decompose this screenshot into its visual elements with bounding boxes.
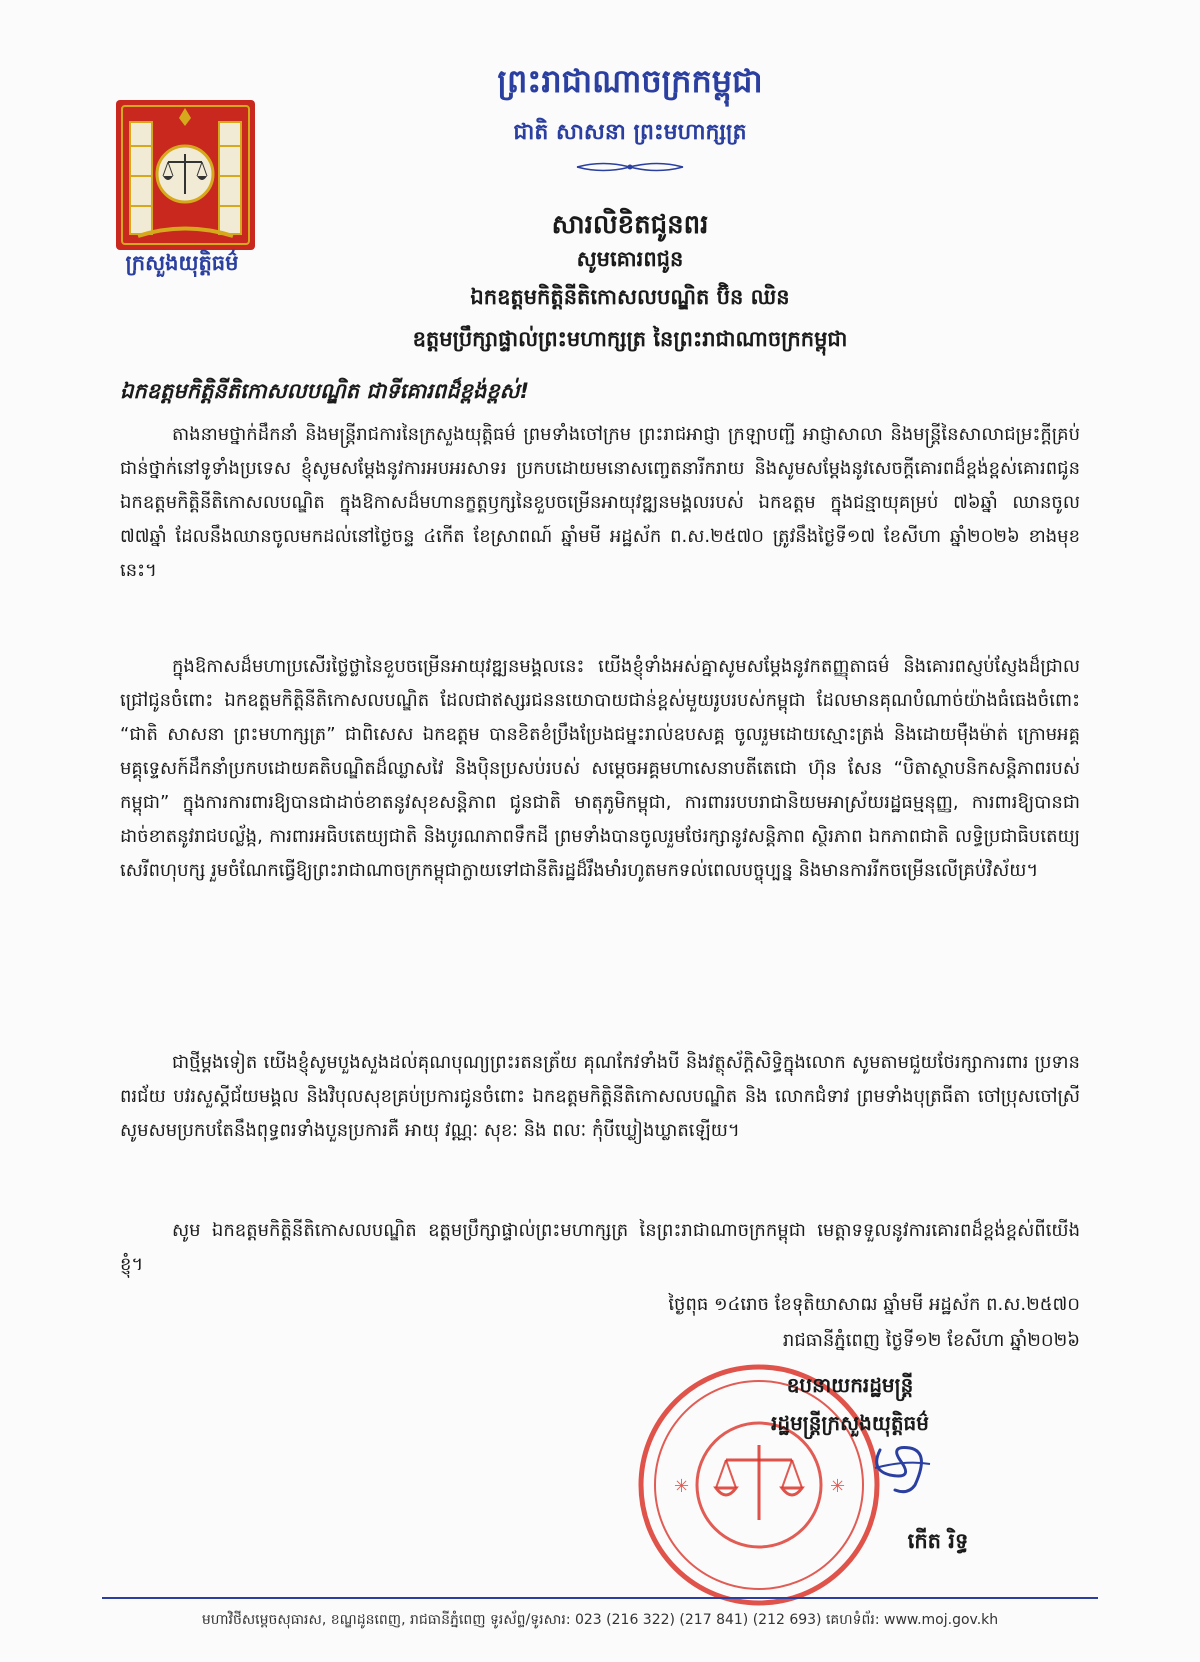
svg-text:✳: ✳ [674,1476,690,1497]
recipient-name: ឯកឧត្តមកិត្តិនីតិកោសលបណ្ឌិត ប៊ិន ឈិន [470,285,790,309]
footer-divider [102,1597,1098,1599]
solar-date: រាជធានីភ្នំពេញ ថ្ងៃទី១២ ខែសីហា ឆ្នាំ២០២៦ [782,1330,1080,1351]
letter-title: សារលិខិតជូនពរ [551,210,709,240]
ornament-divider-icon [575,160,685,174]
lunar-date: ថ្ងៃពុធ ១៤រោច ខែទុតិយាសាឍ ឆ្នាំមមី អដ្ឋស័ក ព.ស.២៥៧០ [668,1294,1080,1315]
footer-contact: មហាវិថីសម្តេចសុធារស, ខណ្ឌដូនពេញ, រាជធានីភ្នំពេញ ទូរស័ព្ទ/ទូរសារ: 023 (216 322) (217 841) (212 693) គេហទំព័រ: www.moj.gov.kh [201,1612,999,1628]
signer-name: កើត រិទ្ធ [907,1529,969,1553]
salutation: ឯកឧត្តមកិត្តិនីតិកោសលបណ្ឌិត ជាទីគោរពដ៏ខ្ពង់ខ្ពស់! [120,379,530,403]
recipient-position: ឧត្តមប្រឹក្សាផ្ទាល់ព្រះមហាក្សត្រ នៃព្រះរាជាណាចក្រកម្ពុជា [412,327,848,351]
paragraph-2: ក្នុងឱកាសដ៏មហាប្រសើរថ្លៃថ្លានៃខួបចម្រើនអាយុវឌ្ឍនមង្គលនេះ យើងខ្ញុំទាំងអស់គ្នាសូមសម្តែងនូវកតញ្ញុតាធម៌ និងគោរពស្ញប់ស្ញែងដ៏ជ្រាលជ្រៅជូនចំពោះ ឯកឧត្តមកិត្តិនីតិកោសលបណ្ឌិត ដែលជាឥស្សរជននយោបាយជាន់ខ្ពស់មួយរូបរបស់កម្ពុជា ដែលមានគុណបំណាច់យ៉ាងធំធេងចំពោះ “ជាតិ សាសនា ព្រះមហាក្សត្រ” ជាពិសេស ឯកឧត្តម បានខិតខំប្រឹងប្រែងជម្នះរាល់ឧបសគ្គ ចូលរួមដោយស្មោះត្រង់ និងដោយម៉ឺងម៉ាត់ ក្រោមអគ្គមគ្គុទ្ទេសក៍ដឹកនាំប្រកបដោយគតិបណ្ឌិតដ៏ឈ្លាសវៃ និងប៉ិនប្រសប់របស់ សម្តេចអគ្គមហាសេនាបតីតេជោ ហ៊ុន សែន “បិតាស្ថាបនិកសន្តិភាពរបស់កម្ពុជា” ក្នុងការការពារឱ្យបានជាដាច់ខាតនូវសុខសន្តិភាព ជូនជាតិ មាតុភូមិកម្ពុជា, ការពាររបបរាជានិយមអាស្រ័យរដ្ឋធម្មនុញ្ញ, ការពារឱ្យបានជាដាច់ខាតនូវរាជបល្ល័ង្ក, ការពារអធិបតេយ្យជាតិ និងបូរណភាពទឹកដី ព្រមទាំងបានចូលរួមថែរក្សានូវសន្តិភាព ស្ថិរភាព ឯកភាពជាតិ លទ្ធិប្រជាធិបតេយ្យសេរីពហុបក្ស រួមចំណែកធ្វើឱ្យព្រះរាជាណាចក្រកម្ពុជាក្លាយទៅជានីតិរដ្ឋដ៏រឹងមាំរហូតមកទល់ពេលបច្ចុប្បន្ន និងមានការរីកចម្រើនលើគ្រប់វិស័យ។ [120,656,1080,881]
signer-title-2: រដ្ឋមន្ត្រីក្រសួងយុត្តិធម៌ [771,1411,929,1435]
signer-title-1: ឧបនាយករដ្ឋមន្ត្រី [786,1373,914,1397]
respectfully-line: សូមគោរពជូន [576,247,684,271]
svg-text:✳: ✳ [830,1476,846,1497]
national-motto: ជាតិ សាសនា ព្រះមហាក្សត្រ [513,120,747,145]
paragraph-3: ជាថ្មីម្តងទៀត យើងខ្ញុំសូមបួងសួងដល់គុណបុណ្យព្រះរតនត្រ័យ គុណកែវទាំងបី និងវត្ថុស័ក្តិសិទ្ធិក្នុងលោក សូមតាមជួយថែរក្សាការពារ ប្រទានពរជ័យ បវរសួស្តីជ័យមង្គល និងវិបុលសុខគ្រប់ប្រការជូនចំពោះ ឯកឧត្តមកិត្តិនីតិកោសលបណ្ឌិត និង លោកជំទាវ ព្រមទាំងបុត្រធីតា ចៅប្រុសចៅស្រី សូមសមប្រកបតែនឹងពុទ្ធពរទាំងបួនប្រការគឺ អាយុ វណ្ណៈ សុខៈ និង ពលៈ កុំបីឃ្លៀងឃ្លាតឡើយ។ [120,1052,1080,1141]
handwritten-signature-icon [860,1430,950,1500]
kingdom-title: ព្រះរាជាណាចក្រកម្ពុជា [497,62,763,100]
paragraph-4: សូម ឯកឧត្តមកិត្តិនីតិកោសលបណ្ឌិត ឧត្តមប្រឹក្សាផ្ទាល់ព្រះមហាក្សត្រ នៃព្រះរាជាណាចក្រកម្ពុជា មេត្តាទទួលនូវការគោរពដ៏ខ្ពង់ខ្ពស់ពីយើងខ្ញុំ។ [120,1220,1080,1275]
ministry-name: ក្រសួងយុត្តិធម៌ [125,251,239,275]
paragraph-1: តាងនាមថ្នាក់ដឹកនាំ និងមន្ត្រីរាជការនៃក្រសួងយុត្តិធម៌ ព្រមទាំងចៅក្រម ព្រះរាជអាជ្ញា ក្រឡាបញ្ជី អាជ្ញាសាលា និងមន្ត្រីនៃសាលាជម្រះក្តីគ្រប់ជាន់ថ្នាក់នៅទូទាំងប្រទេស ខ្ញុំសូមសម្តែងនូវការអបអរសាទរ ប្រកបដោយមនោសញ្ចេតនារីករាយ និងសូមសម្តែងនូវសេចក្តីគោរពដ៏ខ្ពង់ខ្ពស់គោរពជូន ឯកឧត្តមកិត្តិនីតិកោសលបណ្ឌិត ក្នុងឱកាសដ៏មហានក្ខត្តឫក្សនៃខួបចម្រើនអាយុវឌ្ឍនមង្គលរបស់ ឯកឧត្តម ក្នុងជន្មាយុគម្រប់ ៧៦ឆ្នាំ ឈានចូល ៧៧ឆ្នាំ ដែលនឹងឈានចូលមកដល់នៅថ្ងៃចន្ទ ៤កើត ខែស្រាពណ៍ ឆ្នាំមមី អដ្ឋស័ក ព.ស.២៥៧០ ត្រូវនឹងថ្ងៃទី១៧ ខែសីហា ឆ្នាំ២០២៦ ខាងមុខនេះ។ [120,424,1080,581]
